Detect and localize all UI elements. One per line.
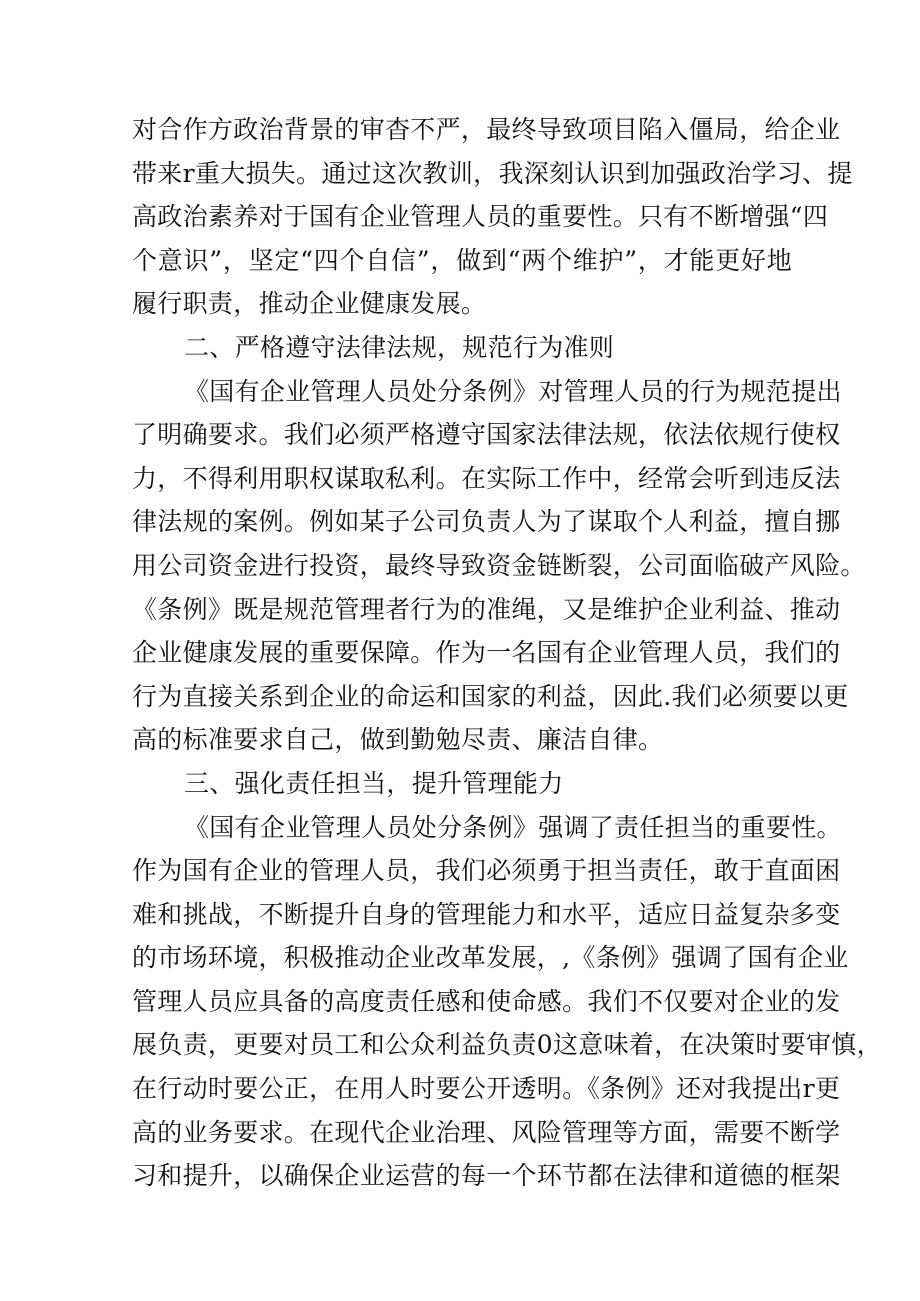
paragraph-line: 个意识”，坚定“四个自信”，做到“两个维护”，才能更好地 xyxy=(132,245,792,275)
paragraph-line: 《国有企业管理人员处分条例》对管理人员的行为规范提出 xyxy=(184,376,842,406)
paragraph-line: 对合作方政治背景的审杳不严，最终导致项目陷入僵局，给企业 xyxy=(132,115,841,144)
section-heading: 三、强化责任担当，提升管理能力 xyxy=(184,768,564,798)
paragraph-line: 用公司资金进行投资，最终导致资金链断裂，公司面临破产风险。 xyxy=(132,550,866,580)
paragraph-line: 高政治素养对于国有企业管理人员的重要性。只有不断增强“四 xyxy=(132,202,829,232)
paragraph-line: 带来r重大损失。通过这次教训，我深刻认识到加强政治学习、提 xyxy=(132,158,853,188)
paragraph-line: 《条例》既是规范管理者行为的准绳，又是维护企业利益、推动 xyxy=(132,594,841,624)
paragraph-line: 履行职责，推动企业健康发展。 xyxy=(132,289,487,319)
paragraph-line: 习和提升，以确保企业运营的每一个环节都在法律和道德的框架 xyxy=(132,1161,841,1191)
paragraph-line: 作为国有企业的管理人员，我们必须勇于担当责任，敢于直面困 xyxy=(132,856,841,886)
section-heading: 二、严格遵守法律法规，规范行为准则 xyxy=(184,332,615,362)
paragraph-line: 《国有企业管理人员处分条例》强调了责任担当的重要性。 xyxy=(184,812,842,842)
paragraph-line: 力，不得利用职权谋取私利。在实际工作中，经常会听到违反法 xyxy=(132,463,841,493)
paragraph-line: 高的业务要求。在现代企业治理、风险管理等方面，需要不断学 xyxy=(132,1117,841,1147)
paragraph-line: 在行动时要公正，在用人时要公开透明。《条例》还对我提出r更 xyxy=(132,1074,841,1104)
paragraph-line: 管理人员应具备的高度责任感和使命感。我们不仅要对企业的发 xyxy=(132,986,841,1016)
paragraph-line: 了明确要求。我们必须严格遵守国家法律法规，依法依规行使权 xyxy=(132,420,841,450)
document-page xyxy=(132,108,882,1198)
paragraph-line: 的市场环境，积极推动企业改革发展，,《条例》强调了国有企业 xyxy=(132,943,849,973)
paragraph-line: 行为直接关系到企业的命运和国家的利益，因此.我们必须要以更 xyxy=(132,681,849,711)
paragraph-line: 企业健康发展的重要保障。作为一名国有企业管理人员，我们的 xyxy=(132,638,841,668)
paragraph-line: 律法规的案例。例如某子公司负责人为了谋取个人利益，擅自挪 xyxy=(132,507,841,537)
paragraph-line: 难和挑战，不断提升自身的管理能力和水平，适应日益复杂多变 xyxy=(132,899,841,929)
paragraph-line: 高的标准要求自己，做到勤勉尽责、廉洁自律。 xyxy=(132,725,664,755)
paragraph-line: 展负责，更要对员工和公众利益负责0这意味着，在决策时要审慎， xyxy=(132,1030,882,1060)
